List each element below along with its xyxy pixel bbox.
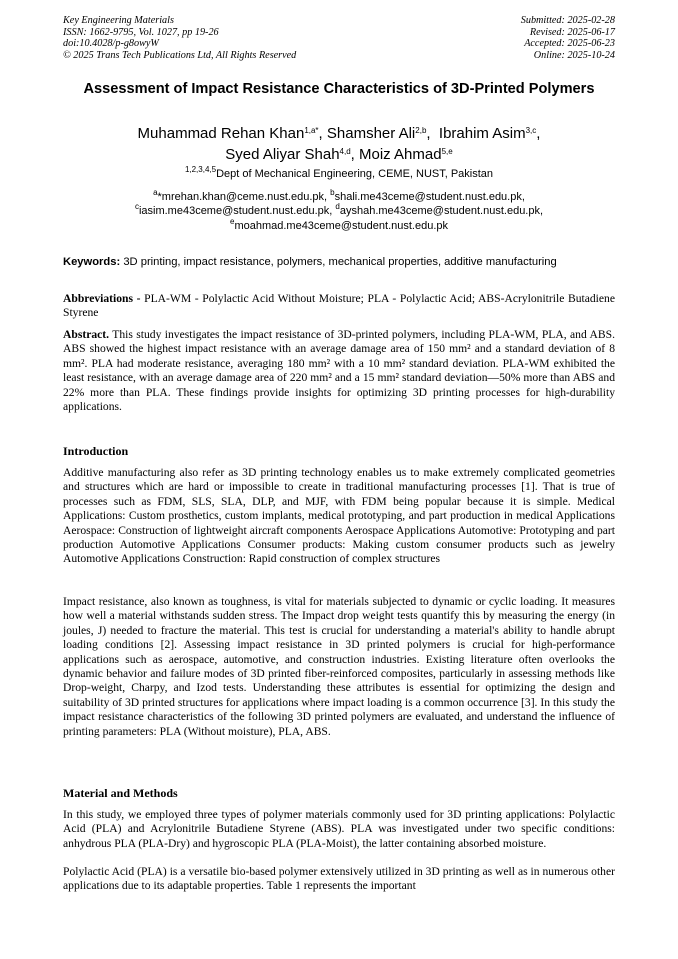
- journal-doi: doi:10.4028/p-g8owyW: [63, 38, 159, 50]
- date-accepted: Accepted: 2025-06-23: [524, 38, 615, 50]
- author-name: Ibrahim Asim: [438, 125, 526, 142]
- author-emails: [63, 190, 615, 233]
- introduction-paragraph: Impact resistance, also known as toughness, is vital for materials subjected to dynamic or cyclic loading. It measures how well a material withstands sudden stress. The Impact drop weight tests quantify this by measuring the energy (in joules, J) needed to fracture the material. This test is crucial for understanding a material's ability to handle abrupt loading conditions [2]. Assessing impact resistance in 3D printed polymers is crucial for high-performance applications such as aerospace, automotive, and construction industries. Existing literature often overlooks the dynamic behavior and failure modes of 3D printed fiber-reinforced composites, particularly in assessing methods like Drop-weight, Charpy, and Izod tests. Understanding these attributes is essential for optimizing the design and suitability of 3D printed structures for applications where impact loading is a common occurrence [3]. In this study the impact resistance characteristics of the following 3D printed polymers are evaluated, and understand the influence of printing parameters: PLA (Without moisture), PLA, ABS.: [63, 595, 615, 738]
- methods-paragraph: Polylactic Acid (PLA) is a versatile bio-based polymer extensively utilized in 3D printing as well as in numerous other applications due to its adaptable properties. Table 1 represents the important: [63, 865, 615, 893]
- author-name: Shamsher Ali: [326, 125, 416, 142]
- email-marker: c: [134, 202, 139, 212]
- author-affiliation-marker: 4,d: [339, 147, 351, 156]
- paper-title: Assessment of Impact Resistance Characteristics of 3D-Printed Polymers: [83, 81, 595, 97]
- author-name: Moiz Ahmad: [359, 146, 442, 163]
- author-list: Muhammad Rehan Khan$^{1,a*}$, Shamsher Ali$^{2,b}$, Ibrahim Asim$^{3,c}$, Syed Aliyar Shah$^{4,d}$, Moiz Ahmad$^{5,e}$: [137, 125, 541, 163]
- journal-header: [63, 15, 296, 61]
- abstract-text: This study investigates the impact resistance of 3D-printed polymers, including PLA-WM, PLA, and ABS. ABS showed the highest impact resistance with an average damage area of 150 mm² and a standard deviation of 8 mm². PLA had moderate resistance, averaging 180 mm² with a 10 mm² standard deviation. PLA-WM exhibited the least resistance, with an average damage area of 220 mm² and a 15 mm² standard deviation—50% more than ABS and 22% more than PLA. These findings provide insights for optimizing 3D printing processes for high-durability applications.: [63, 328, 615, 414]
- abstract-label: Abstract.: [63, 328, 110, 341]
- abbreviations-paragraph: [63, 292, 615, 321]
- affiliation-marker: 1,2,3,4,5: [184, 165, 217, 174]
- abstract-paragraph: [63, 328, 615, 414]
- affiliation-text: Dept of Mechanical Engineering, CEME, NUST, Pakistan: [216, 168, 494, 180]
- methods-heading: Material and Methods: [63, 786, 178, 800]
- introduction-paragraph: Additive manufacturing also refer as 3D printing technology enables us to make extremely complicated geometries and structures which are hard or impossible to create in traditional manufacturing processes [1]. That is true of processes such as FDM, SLS, SLA, DLP, and MJF, with FDM being popular because it is simple. Medical Applications: Custom prosthetics, custom implants, medical prototyping, and part production in medical Applications Aerospace: Construction of lightweight aircraft components Aerospace Applications Automotive: Prototyping and part production Automotive Applications Consumer products: Making custom consumer products such as jewelry Automotive Applications Construction: Rapid construction of complex structures: [63, 466, 615, 566]
- email-marker: d: [335, 202, 340, 212]
- author-affiliation-marker: 2,b: [415, 126, 427, 135]
- author-name: Syed Aliyar Shah: [225, 146, 340, 163]
- email-link: ayshah.me43ceme@student.nust.edu.pk,: [339, 205, 544, 218]
- email-link: *mrehan.khan@ceme.nust.edu.pk,: [157, 191, 328, 203]
- affiliation: [63, 167, 615, 181]
- keywords-text: 3D printing, impact resistance, polymers, mechanical properties, additive manufacturing: [123, 256, 557, 268]
- author-affiliation-marker: 3,c: [525, 126, 537, 135]
- email-marker: a: [153, 188, 158, 197]
- date-online: Online: 2025-10-24: [533, 49, 615, 61]
- journal-name: Key Engineering Materials: [63, 15, 174, 26]
- keywords-label: Keywords:: [63, 256, 121, 268]
- date-submitted: Submitted: 2025-02-28: [520, 15, 615, 26]
- date-revised: Revised: 2025-06-17: [529, 26, 615, 38]
- email-marker: b: [330, 188, 335, 197]
- author-name: Muhammad Rehan Khan: [137, 125, 305, 142]
- author-affiliation-marker: 1,a*: [304, 126, 319, 135]
- email-link: moahmad.me43ceme@student.nust.edu.pk: [234, 219, 449, 232]
- publication-dates: [521, 15, 615, 61]
- email-link: iasim.me43ceme@student.nust.edu.pk,: [138, 205, 333, 218]
- introduction-heading: Introduction: [63, 444, 129, 458]
- journal-copyright: © 2025 Trans Tech Publications Ltd, All Rights Reserved: [63, 49, 297, 61]
- abbreviations-text: PLA-WM - Polylactic Acid Without Moisture; PLA - Polylactic Acid; ABS-Acrylonitrile Butadiene Styrene: [63, 292, 615, 320]
- methods-paragraph: In this study, we employed three types of polymer materials commonly used for 3D printing applications: Polylactic Acid (PLA) and Acrylonitrile Butadiene Styrene (ABS). PLA was investigated under two specific conditions: anhydrous PLA (PLA-Dry) and hygroscopic PLA (PLA-Moist), the latter containing absorbed moisture.: [63, 808, 615, 850]
- email-marker: e: [229, 216, 235, 226]
- author-affiliation-marker: 5,e: [441, 147, 453, 156]
- journal-issn: ISSN: 1662-9795, Vol. 1027, pp 19-26: [63, 26, 219, 38]
- keywords-line: [63, 255, 615, 269]
- abbreviations-label: Abbreviations -: [63, 292, 141, 305]
- email-link: shali.me43ceme@student.nust.edu.pk,: [334, 191, 525, 203]
